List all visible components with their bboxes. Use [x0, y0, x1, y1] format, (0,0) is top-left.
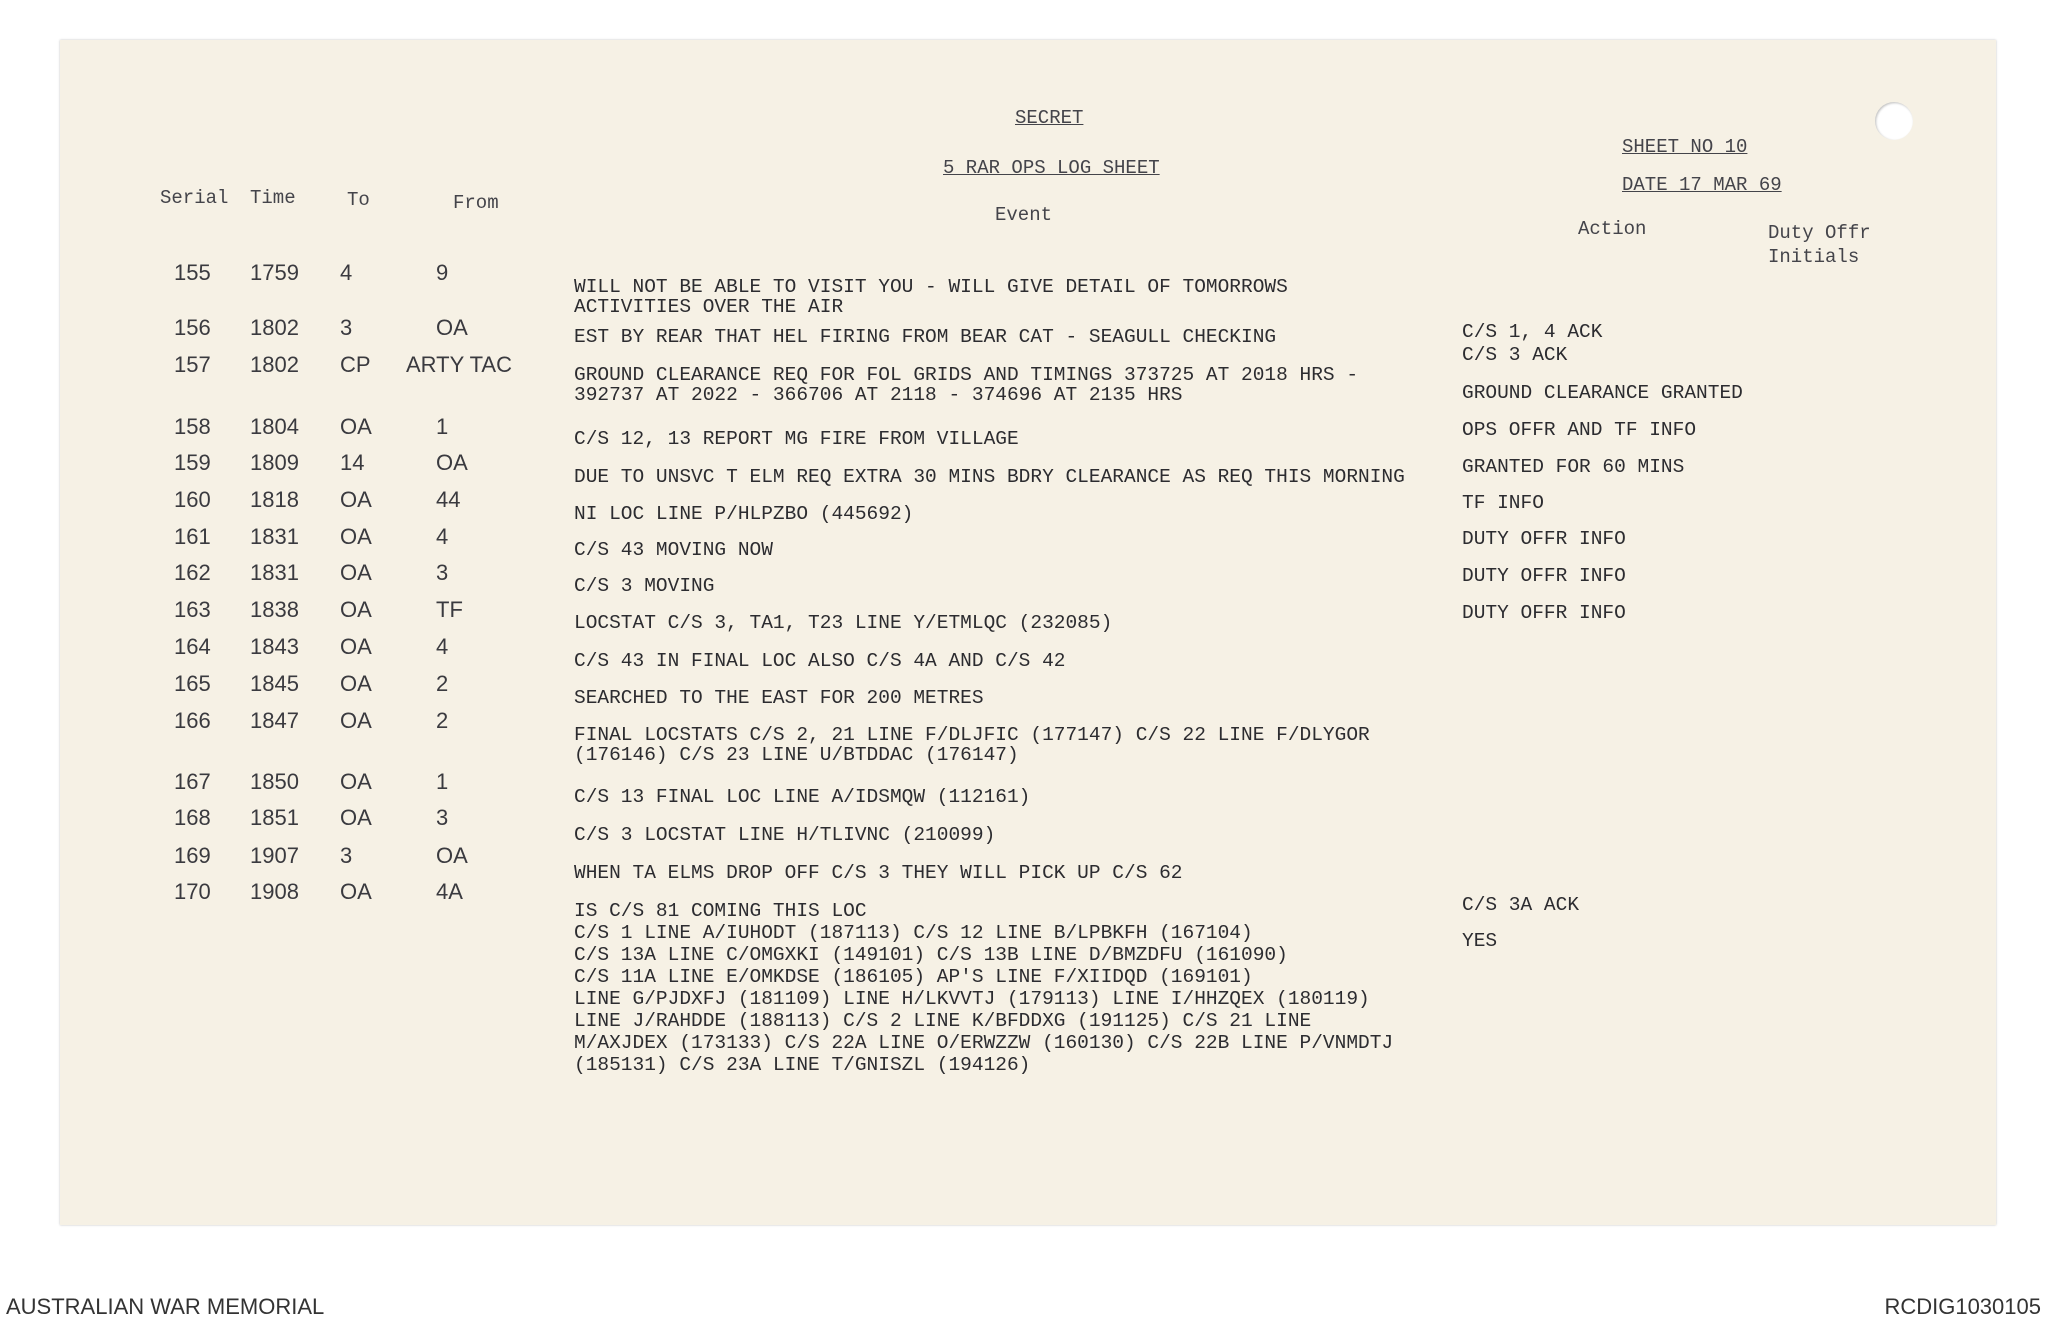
- row-serial: 167: [174, 769, 211, 794]
- log-sheet-page: [60, 40, 1996, 1225]
- row-serial: 160: [174, 487, 211, 512]
- row-time: 1759: [250, 260, 299, 285]
- row-serial: 159: [174, 450, 211, 475]
- row-to: OA: [340, 805, 372, 830]
- row-event-line: M/AXJDEX (173133) C/S 22A LINE O/ERWZZW (160130) C/S 22B LINE P/VNMDTJ: [574, 1032, 1394, 1054]
- col-header-action: Action: [1578, 218, 1647, 240]
- row-serial: 161: [174, 524, 211, 549]
- row-from: 2: [436, 708, 449, 733]
- row-action: DUTY OFFR INFO: [1462, 565, 1626, 587]
- row-event-line: C/S 13 FINAL LOC LINE A/IDSMQW (112161): [574, 786, 1031, 808]
- row-event-line: C/S 13A LINE C/OMGXKI (149101) C/S 13B LINE D/BMZDFU (161090): [574, 944, 1288, 966]
- row-action: C/S 1, 4 ACK: [1462, 321, 1603, 343]
- row-serial: 168: [174, 805, 211, 830]
- row-event-line: C/S 3 LOCSTAT LINE H/TLIVNC (210099): [574, 824, 996, 846]
- row-to: 3: [340, 315, 353, 340]
- row-action: GROUND CLEARANCE GRANTED: [1462, 382, 1743, 404]
- col-header-time: Time: [250, 187, 296, 209]
- row-time: 1804: [250, 414, 299, 439]
- row-action: DUTY OFFR INFO: [1462, 528, 1626, 550]
- row-time: 1851: [250, 805, 299, 830]
- row-time: 1907: [250, 843, 299, 868]
- row-time: 1843: [250, 634, 299, 659]
- row-from: 2: [436, 671, 449, 696]
- row-from: 4: [436, 524, 449, 549]
- row-time: 1802: [250, 315, 299, 340]
- col-header-to: To: [347, 189, 370, 211]
- row-action: YES: [1462, 930, 1498, 952]
- col-header-event: Event: [995, 204, 1053, 226]
- row-event-line: C/S 3 MOVING: [574, 575, 715, 597]
- row-from: 4: [436, 634, 449, 659]
- row-event-line: EST BY REAR THAT HEL FIRING FROM BEAR CAT - SEAGULL CHECKING: [574, 326, 1277, 348]
- row-to: OA: [340, 524, 372, 549]
- row-serial: 166: [174, 708, 211, 733]
- punch-hole: [1875, 102, 1913, 140]
- row-event-line: LOCSTAT C/S 3, TA1, T23 LINE Y/ETMLQC (232085): [574, 612, 1113, 634]
- row-event-line: (185131) C/S 23A LINE T/GNISZL (194126): [574, 1054, 1031, 1076]
- sheet-number: SHEET NO 10: [1622, 136, 1748, 158]
- row-event-line: C/S 11A LINE E/OMKDSE (186105) AP'S LINE F/XIIDQD (169101): [574, 966, 1253, 988]
- row-to: OA: [340, 769, 372, 794]
- row-serial: 170: [174, 879, 211, 904]
- col-header-duty-offr: Duty Offr: [1768, 222, 1871, 244]
- row-from: OA: [436, 843, 468, 868]
- row-action: C/S 3 ACK: [1462, 344, 1568, 366]
- row-from: 1: [436, 414, 449, 439]
- row-event-line: FINAL LOCSTATS C/S 2, 21 LINE F/DLJFIC (177147) C/S 22 LINE F/DLYGOR: [574, 724, 1370, 746]
- row-time: 1838: [250, 597, 299, 622]
- row-to: OA: [340, 671, 372, 696]
- row-event-line: SEARCHED TO THE EAST FOR 200 METRES: [574, 687, 984, 709]
- row-serial: 164: [174, 634, 211, 659]
- row-to: CP: [340, 352, 371, 377]
- row-event-line: WILL NOT BE ABLE TO VISIT YOU - WILL GIVE DETAIL OF TOMORROWS: [574, 276, 1288, 298]
- row-event-line: IS C/S 81 COMING THIS LOC: [574, 900, 867, 922]
- row-event-line: WHEN TA ELMS DROP OFF C/S 3 THEY WILL PICK UP C/S 62: [574, 862, 1183, 884]
- footer-record-id: RCDIG1030105: [1884, 1294, 2041, 1319]
- row-serial: 163: [174, 597, 211, 622]
- row-event-line: LINE G/PJDXFJ (181109) LINE H/LKVVTJ (179113) LINE I/HHZQEX (180119): [574, 988, 1370, 1010]
- row-to: OA: [340, 634, 372, 659]
- row-from: OA: [436, 450, 468, 475]
- row-from: 44: [436, 487, 461, 512]
- row-to: OA: [340, 879, 372, 904]
- row-to: OA: [340, 560, 372, 585]
- row-to: 14: [340, 450, 365, 475]
- row-event-line: C/S 43 IN FINAL LOC ALSO C/S 4A AND C/S 42: [574, 650, 1066, 672]
- page-title: 5 RAR OPS LOG SHEET: [943, 157, 1160, 179]
- row-serial: 169: [174, 843, 211, 868]
- row-from: 4A: [436, 879, 463, 904]
- row-serial: 162: [174, 560, 211, 585]
- row-time: 1818: [250, 487, 299, 512]
- row-event-line: C/S 1 LINE A/IUHODT (187113) C/S 12 LINE B/LPBKFH (167104): [574, 922, 1253, 944]
- row-event-line: GROUND CLEARANCE REQ FOR FOL GRIDS AND TIMINGS 373725 AT 2018 HRS -: [574, 364, 1359, 386]
- row-serial: 165: [174, 671, 211, 696]
- col-header-from: From: [453, 192, 499, 214]
- row-action: DUTY OFFR INFO: [1462, 602, 1626, 624]
- row-serial: 155: [174, 260, 211, 285]
- row-to: OA: [340, 708, 372, 733]
- row-serial: 156: [174, 315, 211, 340]
- row-from: 3: [436, 560, 449, 585]
- row-event-line: C/S 12, 13 REPORT MG FIRE FROM VILLAGE: [574, 428, 1019, 450]
- row-time: 1809: [250, 450, 299, 475]
- row-serial: 157: [174, 352, 211, 377]
- row-event-line: ACTIVITIES OVER THE AIR: [574, 296, 844, 319]
- row-serial: 158: [174, 414, 211, 439]
- row-to: 3: [340, 843, 353, 868]
- row-action: TF INFO: [1462, 492, 1544, 514]
- row-action: GRANTED FOR 60 MINS: [1462, 456, 1685, 478]
- classification-label: SECRET: [1015, 107, 1084, 129]
- row-action: C/S 3A ACK: [1462, 894, 1580, 916]
- row-event-line: 392737 AT 2022 - 366706 AT 2118 - 374696 AT 2135 HRS: [574, 384, 1183, 407]
- row-to: OA: [340, 487, 372, 512]
- row-time: 1802: [250, 352, 299, 377]
- row-from: OA: [436, 315, 468, 340]
- row-event-line: DUE TO UNSVC T ELM REQ EXTRA 30 MINS BDRY CLEARANCE AS REQ THIS MORNING: [574, 466, 1405, 488]
- row-time: 1831: [250, 524, 299, 549]
- row-to: 4: [340, 260, 353, 285]
- row-from: 3: [436, 805, 449, 830]
- row-from: 9: [436, 260, 449, 285]
- row-time: 1850: [250, 769, 299, 794]
- row-event-line: C/S 43 MOVING NOW: [574, 539, 773, 561]
- row-from: TF: [436, 597, 463, 622]
- col-header-duty-initials: Initials: [1768, 246, 1860, 268]
- col-header-serial: Serial: [160, 187, 229, 209]
- row-to: OA: [340, 414, 372, 439]
- row-from: ARTY TAC: [406, 352, 512, 377]
- row-event-line: LINE J/RAHDDE (188113) C/S 2 LINE K/BFDDXG (191125) C/S 21 LINE: [574, 1010, 1312, 1032]
- footer-institution: AUSTRALIAN WAR MEMORIAL: [6, 1294, 325, 1319]
- row-time: 1908: [250, 879, 299, 904]
- row-time: 1845: [250, 671, 299, 696]
- row-event-line: NI LOC LINE P/HLPZBO (445692): [574, 503, 914, 525]
- row-to: OA: [340, 597, 372, 622]
- row-time: 1831: [250, 560, 299, 585]
- row-from: 1: [436, 769, 449, 794]
- row-time: 1847: [250, 708, 299, 733]
- sheet-date: DATE 17 MAR 69: [1622, 174, 1782, 196]
- row-action: OPS OFFR AND TF INFO: [1462, 419, 1697, 441]
- row-event-line: (176146) C/S 23 LINE U/BTDDAC (176147): [574, 744, 1019, 767]
